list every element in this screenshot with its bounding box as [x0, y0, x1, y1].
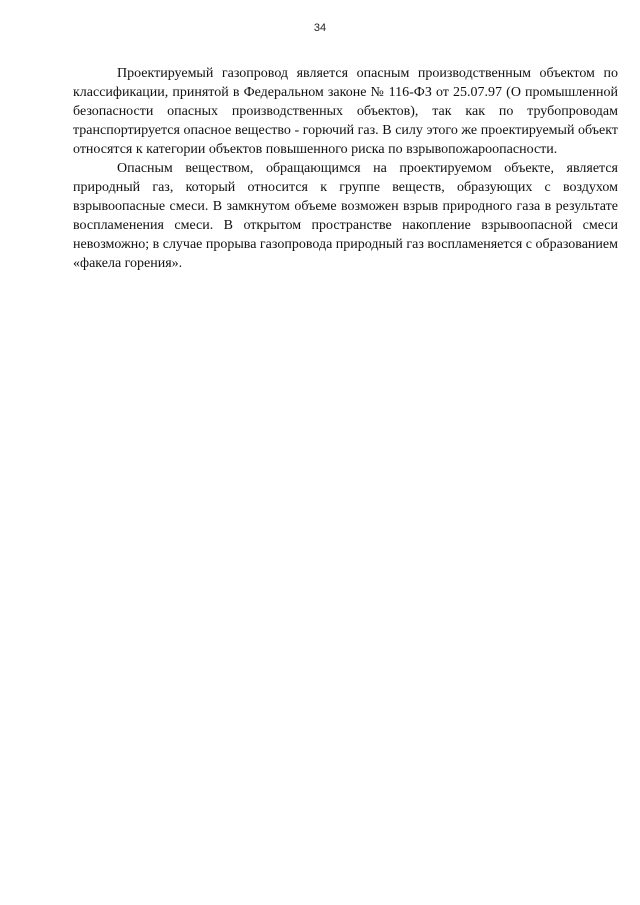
paragraph-hazard-classification: Проектируемый газопровод является опасным производственным объектом по классификации, принятой в Федеральном законе № 116-ФЗ от 25.07.97 (О промышленной безопасности опасных производственных объектов), так как по трубопроводам транспортируется опасное вещество - горючий газ. В силу этого же проектируемый объект относятся к категории объектов повышенного риска по взрывопожароопасности.: [73, 66, 618, 157]
page-number: 34: [313, 22, 327, 34]
paragraph-hazardous-substance: Опасным веществом, обращающимся на проектируемом объекте, является природный газ, который относится к группе веществ, образующих с воздухом взрывоопасные смеси. В замкнутом объеме возможен взрыв природного газа в результате воспламенения смеси. В открытом пространстве накопление взрывоопасной смеси невозможно; в случае прорыва газопровода природный газ воспламеняется с образованием «факела горения».: [73, 161, 618, 271]
document-body: [73, 64, 618, 273]
